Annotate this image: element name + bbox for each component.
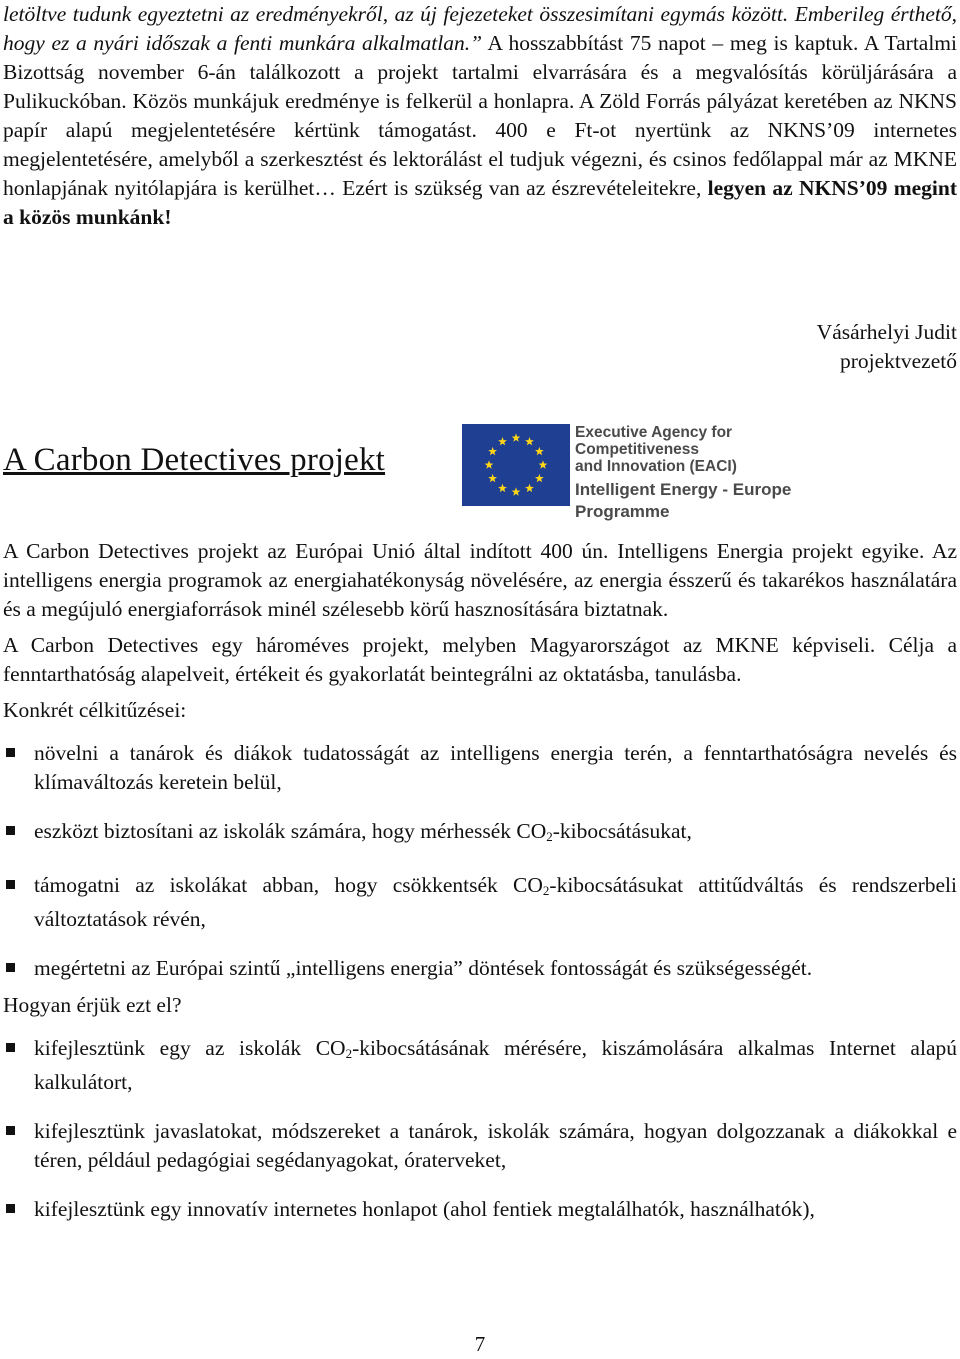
section-paragraph-2: A Carbon Detectives egy hároméves projekt, melyben Magyarországot az MKNE képviseli. Célja a fenntarthatóság alapelveit, értékeit és gyakorlatát beintegrálni az oktatásba, tanulásba. xyxy=(3,633,957,686)
bullet-icon xyxy=(6,1204,15,1213)
list-item: kifejlesztünk javaslatokat, módszereket a tanárok, iskolák számára, hogyan dolgozzanak a diákokkal e téren, például pedagógiai segédanyagokat, óraterveket, xyxy=(3,1117,957,1175)
signature-name: Vásárhelyi Judit xyxy=(816,320,957,344)
intro-italic-text: letöltve tudunk egyeztetni az eredményekről, az új fejezeteket összesimítani egymás között. xyxy=(3,2,789,26)
eu-flag-icon xyxy=(462,424,570,506)
eu-programme-line: Intelligent Energy - Europe Programme xyxy=(575,480,792,521)
signature-role: projektvezető xyxy=(839,349,957,373)
eu-programme-logo-text xyxy=(575,424,845,523)
signature-block xyxy=(817,318,957,376)
section-body xyxy=(3,537,957,1244)
section-heading-row xyxy=(3,420,957,521)
intro-italic-text-2: Emberileg érthető, hogy ez a nyári időszak a fenti munkára alkalmatlan.” xyxy=(3,2,957,55)
list-item: kifejlesztünk egy az iskolák $CO_2$-kibocsátásának mérésére, kiszámolására alkalmas Internet alapú kalkulátort, xyxy=(3,1034,957,1097)
bullet-icon xyxy=(6,1043,15,1052)
goals-label: Konkrét célkitűzései: xyxy=(3,698,187,722)
section-paragraph-1: A Carbon Detectives projekt az Európai Unió által indított 400 ún. Intelligens Energia projekt egyike. Az intelligens energia programok az energiahatékonyság növelésére, az energia ésszerű és takarékos használatára és a megújuló energiaforrások minél szélesebb körű hasznosítására biztatnak. xyxy=(3,539,957,621)
eu-agency-line: Executive Agency for Competitiveness and Innovation (EACI) xyxy=(575,424,737,475)
list-item: támogatni az iskolákat abban, hogy csökkentsék $CO_2$-kibocsátásukat attitűdváltás és rendszerbeli változtatások révén, xyxy=(3,871,957,934)
list-item: megértetni az Európai szintű „intelligens energia” döntések fontosságát és szükségességét. xyxy=(3,954,957,983)
list-item: növelni a tanárok és diákok tudatosságát az intelligens energia terén, a fenntarthatóságra nevelés és klímaváltozás keretein belül, xyxy=(3,739,957,797)
list-item: kifejlesztünk egy innovatív internetes honlapot (ahol fentiek megtalálhatók, használhatók), xyxy=(3,1195,957,1224)
intro-paragraph xyxy=(3,0,957,232)
bullet-icon xyxy=(6,1126,15,1135)
intro-bold-closing: legyen az NKNS’09 megint a közös munkánk! xyxy=(3,176,957,229)
bullet-icon xyxy=(6,880,15,889)
how-list xyxy=(3,1034,957,1224)
bullet-icon xyxy=(6,963,15,972)
list-item: eszközt biztosítani az iskolák számára, hogy mérhessék $CO_2$-kibocsátásukat, xyxy=(3,817,957,851)
page-number: 7 xyxy=(474,1332,486,1356)
intro-body-text: A hosszabbítást 75 napot – meg is kaptuk. A Tartalmi Bizottság november 6-án találkozott a projekt tartalmi elvarrására és a megvalósítás körüljárására a Pulikuckóban. Közös munkájuk eredménye is felkerül a honlapra. A Zöld Forrás pályázat keretében az NKNS papír alapú megjelentetésére kértünk támogatást. 400 e Ft-ot nyertünk az NKNS’09 internetes megjelentetésére, amelyből a szerkesztést és lektorálást el tudjuk végezni, és csinos fedőlappal már az MKNE honlapjának nyitólapjára is kerülhet… Ezért is szükség van az észrevételeitekre, xyxy=(3,31,958,200)
section-heading: A Carbon Detectives projekt xyxy=(3,442,386,478)
bullet-icon xyxy=(6,826,15,835)
bullet-icon xyxy=(6,748,15,757)
how-label: Hogyan érjük ezt el? xyxy=(3,993,182,1017)
goals-list xyxy=(3,739,957,983)
